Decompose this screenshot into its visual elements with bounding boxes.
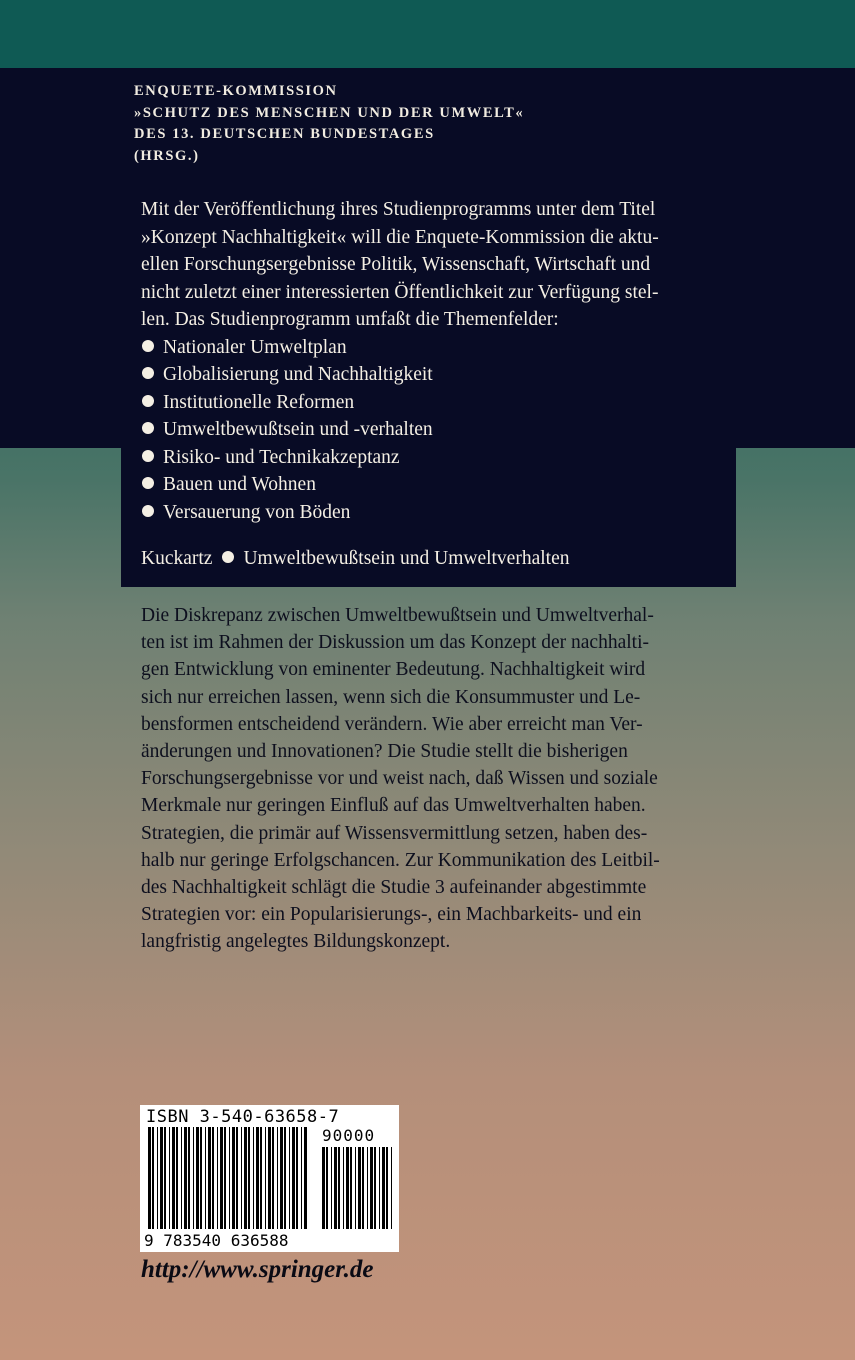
price-addon-code: 90000: [322, 1126, 376, 1145]
topic-item: [141, 471, 731, 499]
intro-line: »Konzept Nachhaltigkeit« will die Enquete-Kommission die aktu-: [141, 226, 659, 248]
author-name: Kuckartz: [141, 548, 213, 569]
publisher-line: »SCHUTZ DES MENSCHEN UND DER UMWELT«: [134, 104, 525, 121]
description-line: halb nur geringe Erfolgschancen. Zur Kommunikation des Leitbil-: [141, 849, 660, 871]
publisher-block: [134, 81, 524, 167]
barcode-bars-icon: [146, 1127, 396, 1231]
topic-item: [141, 361, 731, 389]
topic-list: [141, 334, 731, 527]
bullet-icon: [142, 422, 154, 434]
description-line: des Nachhaltigkeit schlägt die Studie 3 aufeinander abgestimmte: [141, 877, 647, 899]
book-title: Umweltbewußtsein und Umweltverhalten: [243, 548, 570, 569]
intro-line: ellen Forschungsergebnisse Politik, Wissenschaft, Wirtschaft und: [141, 254, 651, 275]
series-line: [141, 548, 569, 570]
topic-item: [141, 444, 731, 472]
publisher-line: ENQUETE-KOMMISSION: [134, 83, 338, 99]
topic-label: Risiko- und Technikakzeptanz: [163, 446, 400, 468]
bullet-icon: [142, 367, 154, 379]
intro-line: Mit der Veröffentlichung ihres Studienprogramms unter dem Titel: [141, 199, 656, 220]
topic-item: [141, 416, 731, 444]
bullet-icon: [142, 450, 154, 462]
description-line: bensformen entscheidend verändern. Wie aber erreicht man Ver-: [141, 713, 643, 735]
topic-label: Umweltbewußtsein und -verhalten: [163, 419, 433, 440]
description-line: sich nur erreichen lassen, wenn sich die Konsummuster und Le-: [141, 686, 641, 708]
ean-number: 9 783540 636588: [144, 1231, 289, 1250]
description-line: Merkmale nur geringen Einfluß auf das Umweltverhalten haben.: [141, 795, 646, 817]
description-line: gen Entwicklung von eminenter Bedeutung. Nachhaltigkeit wird: [141, 659, 646, 681]
bullet-icon: [142, 477, 154, 489]
description-line: Strategien, die primär auf Wissensvermittlung setzen, haben des-: [141, 822, 648, 844]
topic-item: [141, 499, 731, 527]
intro-line: len. Das Studienprogramm umfaßt die Themenfelder:: [141, 309, 559, 330]
topic-label: Bauen und Wohnen: [163, 474, 316, 495]
topic-label: Globalisierung und Nachhaltigkeit: [163, 364, 433, 385]
description-text: [141, 602, 741, 956]
intro-text: [141, 196, 731, 526]
description-line: Strategien vor: ein Popularisierungs-, ein Machbarkeits- und ein: [141, 904, 642, 926]
description-line: Forschungsergebnisse vor und weist nach, daß Wissen und soziale: [141, 768, 658, 790]
barcode: [140, 1105, 399, 1252]
publisher-url[interactable]: http://www.springer.de: [141, 1256, 374, 1283]
topic-label: Institutionelle Reformen: [163, 391, 355, 413]
description-line: Die Diskrepanz zwischen Umweltbewußtsein und Umweltverhal-: [141, 605, 654, 626]
bullet-icon: [222, 551, 234, 563]
description-line: änderungen und Innovationen? Die Studie stellt die bisherigen: [141, 741, 628, 763]
topic-item: [141, 334, 731, 362]
bullet-icon: [142, 505, 154, 517]
intro-line: nicht zuletzt einer interessierten Öffentlichkeit zur Verfügung stel-: [141, 281, 659, 303]
topic-item: [141, 389, 731, 417]
isbn-label: ISBN 3-540-63658-7: [146, 1107, 340, 1127]
description-line: ten ist im Rahmen der Diskussion um das Konzept der nachhalti-: [141, 632, 649, 654]
description-line: langfristig angelegtes Bildungskonzept.: [141, 931, 451, 953]
top-color-band: [0, 0, 855, 68]
bullet-icon: [142, 395, 154, 407]
publisher-line: DES 13. DEUTSCHEN BUNDESTAGES: [134, 126, 435, 142]
topic-label: Nationaler Umweltplan: [163, 336, 347, 358]
topic-label: Versauerung von Böden: [163, 501, 351, 523]
publisher-line: (HRSG.): [134, 147, 200, 164]
bullet-icon: [142, 340, 154, 352]
